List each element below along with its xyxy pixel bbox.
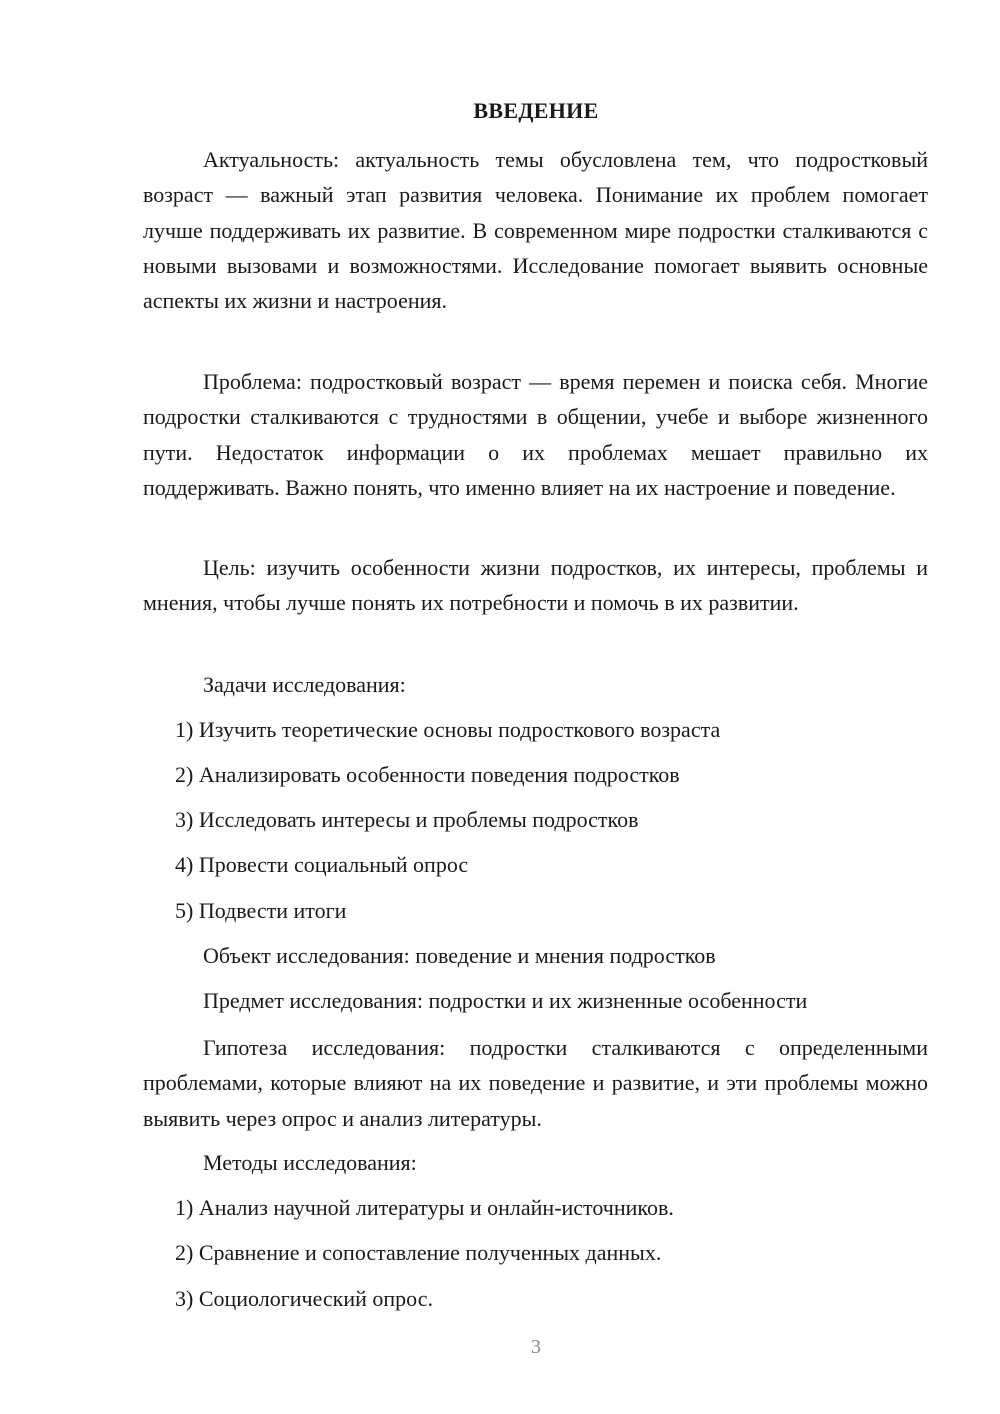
methods-heading: Методы исследования: [203, 1150, 417, 1175]
research-subject: Предмет исследования: подростки и их жизненные особенности [203, 988, 808, 1013]
task-item-5: 5) Подвести итоги [175, 898, 347, 923]
method-item-3: 3) Социологический опрос. [175, 1286, 433, 1311]
paragraph-problem: Проблема: подростковый возраст — время перемен и поиска себя. Многие подростки сталкиваются с трудностями в общении, учебе и выборе жизненного пути. Недостаток информации о их проблемах мешает правильно их поддерживать. Важно понять, что именно влияет на их настроение и поведение. [143, 369, 928, 500]
page-number: 3 [531, 1336, 541, 1358]
research-object: Объект исследования: поведение и мнения подростков [203, 943, 716, 968]
paragraph-relevance: Актуальность: актуальность темы обусловлена тем, что подростковый возраст — важный этап развития человека. Понимание их проблем помогает лучше поддерживать их развитие. В современном мире подростки сталкиваются с новыми вызовами и возможностями. Исследование помогает выявить основные аспекты их жизни и настроения. [143, 147, 928, 314]
tasks-heading: Задачи исследования: [203, 672, 406, 697]
task-item-4: 4) Провести социальный опрос [175, 852, 469, 877]
page-title: ВВЕДЕНИЕ [473, 98, 599, 123]
paragraph-goal: Цель: изучить особенности жизни подростков, их интересы, проблемы и мнения, чтобы лучше понять их потребности и помочь в их развитии. [143, 555, 928, 616]
method-item-2: 2) Сравнение и сопоставление полученных данных. [175, 1240, 662, 1265]
task-item-3: 3) Исследовать интересы и проблемы подростков [175, 807, 639, 832]
method-item-1: 1) Анализ научной литературы и онлайн-источников. [175, 1195, 674, 1220]
task-item-2: 2) Анализировать особенности поведения подростков [175, 762, 680, 787]
task-item-1: 1) Изучить теоретические основы подросткового возраста [175, 717, 721, 742]
paragraph-hypothesis: Гипотеза исследования: подростки сталкиваются с определенными проблемами, которые влияют на их поведение и развитие, и эти проблемы можно выявить через опрос и анализ литературы. [143, 1035, 928, 1131]
